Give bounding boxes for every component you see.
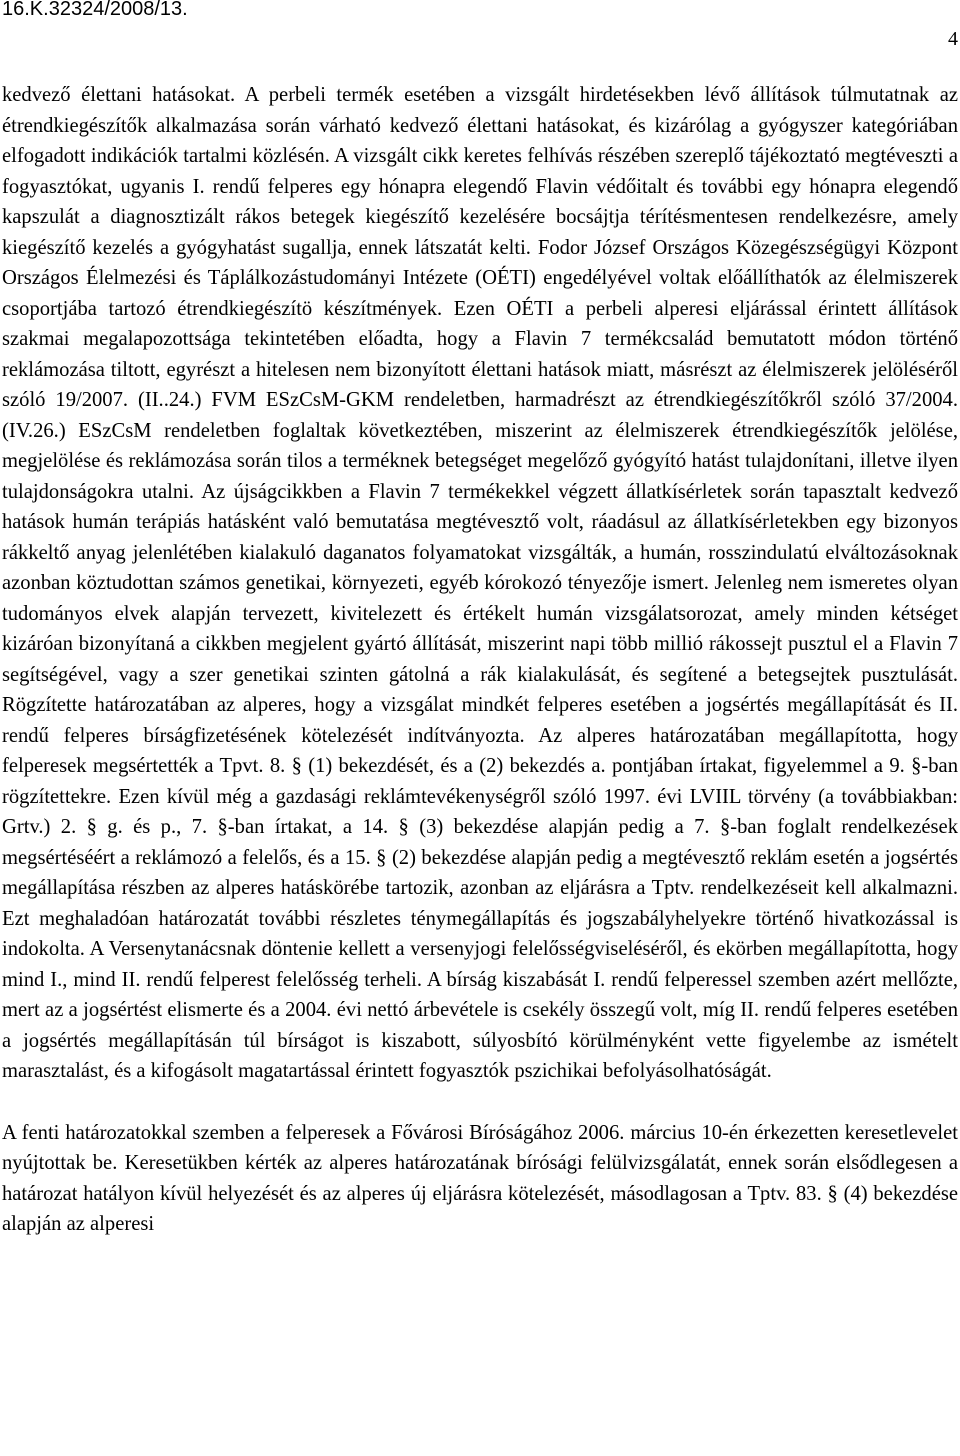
page-number: 4: [948, 28, 958, 50]
document-body: [2, 80, 958, 1240]
paragraph-1: kedvező élettani hatásokat. A perbeli termék esetében a vizsgált hirdetésekben lévő állítások túlmutatnak az étrendkiegészítők alkalmazása során várható kedvező élettani hatásokat, és kizárólag a gyógyszer kategóriában elfogadott indikációk tartalmi közlésén. A vizsgált cikk keretes felhívás részében szereplő tájékoztató megtéveszti a fogyasztókat, ugyanis I. rendű felperes egy hónapra elegendő Flavin védőitalt és további egy hónapra elegendő kapszulát a diagnosztizált rákos betegek kiegészítő kezelésére bocsájtja térítésmentesen rendelkezésre, amely kiegészítő kezelés a gyógyhatást sugallja, ennek látszatát kelti. Fodor József Országos Közegészségügyi Központ Országos Élelmezési és Táplálkozástudományi Intézete (OÉTI) engedélyével voltak előállíthatók az élelmiszerek csoportjába tartozó étrendkiegészítö készítmények. Ezen OÉTI a perbeli alperesi eljárással érintett állítások szakmai megalapozottsága tekintetében előadta, hogy a Flavin 7 termékcsalád bemutatott módon történő reklámozása tiltott, egyrészt a hitelesen nem bizonyított élettani hatások miatt, másrészt az élelmiszerek jelöléséről szóló 19/2007. (II..24.) FVM ESzCsM-GKM rendeletben, harmadrészt az étrendkiegészítőkről szóló 37/2004. (IV.26.) ESzCsM rendeletben foglaltak következtében, miszerint az élelmiszerek étrendkiegészítők jelölése, megjelölése és reklámozása során tilos a terméknek betegséget megelőző gyógyító hatást tulajdonítani, illetve ilyen tulajdonságokra utalni. Az újságcikkben a Flavin 7 termékekkel végzett állatkísérletek során tapasztalt kedvező hatások humán terápiás hatásként való bemutatása megtévesztő volt, ráadásul az állatkísérletekben egy bizonyos rákkeltő anyag jelenlétében kialakuló daganatos folyamatokat vizsgálták, a humán, rosszindulatú elváltozásoknak azonban köztudottan számos genetikai, környezeti, egyéb kórokozó tényezője ismert. Jelenleg nem ismeretes olyan tudományos elvek alapján tervezett, kivitelezett és értékelt humán vizsgálatsorozat, amely minden kétséget kizáróan bizonyítaná a cikkben megjelent gyártó állítását, miszerint napi több millió rákossejt pusztul el a Flavin 7 segítségével, vagy a szer genetikai szinten gátolná a rák kialakulását, és segítené a betegsejtek pusztulását. Rögzítette határozatában az alperes, hogy a vizsgálat mindkét felperes esetében a jogsértés megállapítását és II. rendű felperes bírságfizetésének kötelezését indítványozta. Az alperes határozatában megállapította, hogy felperesek megsértették a Tpvt. 8. § (1) bekezdését, és a (2) bekezdés a. pontjában írtakat, figyelemmel a 9. §-ban rögzítettekre. Ezen kívül még a gazdasági reklámtevékenységről szóló 1997. évi LVIIL törvény (a továbbiakban: Grtv.) 2. § g. és p., 7. §-ban írtakat, a 14. § (3) bekezdése alapján pedig a 7. §-ban foglalt rendelkezések megsértéséért a reklámozó a felelős, és a 15. § (2) bekezdése alapján pedig a megtévesztő reklám esetén a jogsértés megállapítása részben az alperes hatáskörébe tartozik, azonban az eljárásra a Tptv. rendelkezéseit kell alkalmazni. Ezt meghaladóan határozatát további részletes ténymegállapítás és jogszabályhelyekre történő hivatkozással is indokolta. A Versenytanácsnak döntenie kellett a versenyjogi felelősségviseléséről, és ekörben megállapította, hogy mind I., mind II. rendű felperest felelősség terheli. A bírság kiszabását I. rendű felperessel szemben azért mellőzte, mert az a jogsértést elismerte és a 2004. évi nettó árbevétele is csekély összegű volt, míg II. rendű felperes esetében a jogsértés megállapításán túl bírságot is kiszabott, súlyosbító körülményként vette figyelembe az ismételt marasztalást, és a kifogásolt magatartással érintett fogyasztók pszichikai befolyásolhatóságát.: [2, 84, 958, 1082]
case-number: 16.K.32324/2008/13.: [2, 0, 188, 20]
paragraph-2: A fenti határozatokkal szemben a felperesek a Fővárosi Bíróságához 2006. március 10-én érkezetten keresetlevelet nyújtottak be. Keresetükben kérték az alperes határozatának bírósági felülvizsgálatát, ennek során elsődlegesen a határozat hatályon kívül helyezését és az alperes új eljárásra kötelezését, másodlagosan a Tptv. 83. § (4) bekezdése alapján az alperesi: [2, 1121, 958, 1235]
